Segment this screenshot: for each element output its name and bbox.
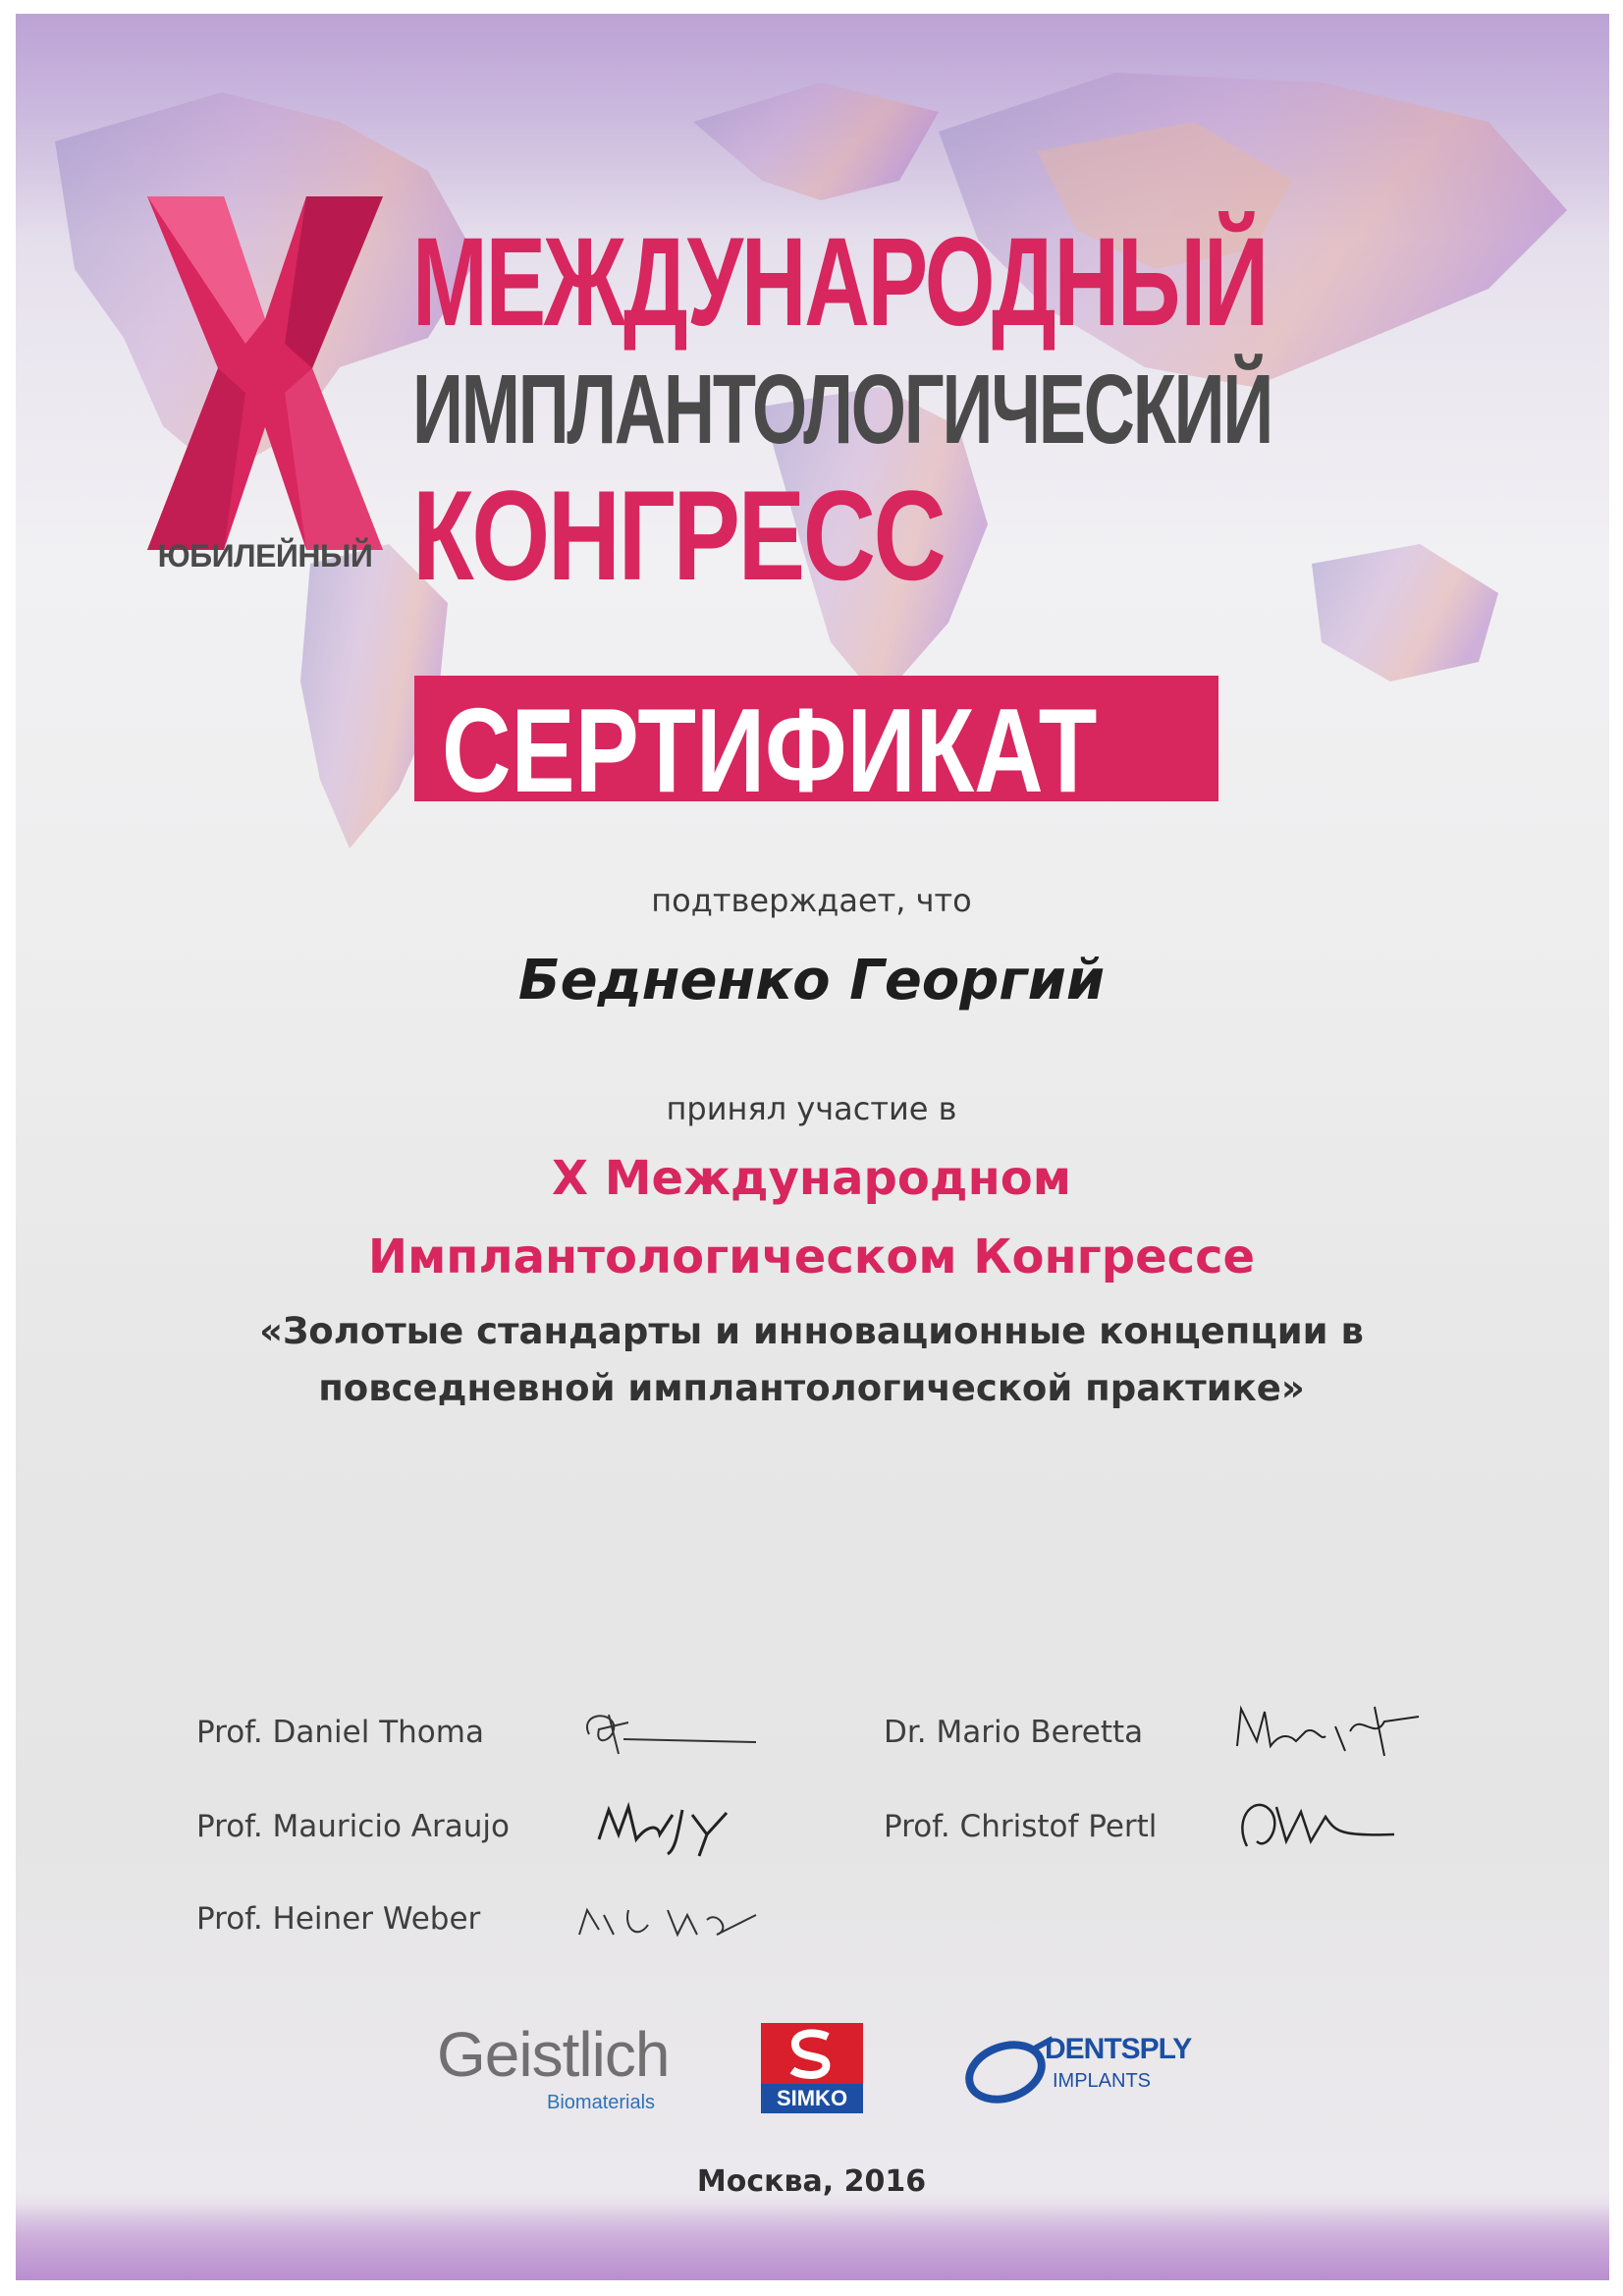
bottom-decorative-band bbox=[16, 2204, 1609, 2280]
confirms-text: подтверждает, что bbox=[651, 882, 972, 919]
roman-numeral-x-logo bbox=[147, 196, 383, 550]
participated-text: принял участие в bbox=[666, 1090, 957, 1127]
event-theme-line1: «Золотые стандарты и инновационные концепции в bbox=[259, 1310, 1364, 1352]
congress-title-implantological: ИМПЛАНТОЛОГИЧЕСКИЙ bbox=[412, 355, 1272, 465]
signatory-name: Prof. Christof Pertl bbox=[884, 1809, 1158, 1844]
certificate-heading-box bbox=[414, 676, 1218, 801]
signature-beretta bbox=[1227, 1697, 1424, 1766]
event-name-line2: Имплантологическом Конгрессе bbox=[367, 1230, 1256, 1285]
signatory-name: Prof. Mauricio Araujo bbox=[196, 1809, 510, 1844]
event-name-line1: X Международном bbox=[552, 1151, 1071, 1206]
jubilee-label: ЮБИЛЕЙНЫЙ bbox=[157, 538, 373, 574]
signature-weber bbox=[569, 1895, 766, 1954]
simko-emblem bbox=[761, 2023, 863, 2084]
signatory-name: Dr. Mario Beretta bbox=[884, 1715, 1144, 1750]
signature-pertl bbox=[1227, 1787, 1404, 1866]
recipient-name: Бедненко Георгий bbox=[517, 949, 1106, 1012]
geistlich-logo bbox=[437, 2019, 670, 2113]
dentsply-swoosh-icon bbox=[962, 2031, 1056, 2109]
signatory-name: Prof. Heiner Weber bbox=[196, 1901, 481, 1937]
simko-s-icon bbox=[761, 2023, 863, 2084]
certificate-heading: СЕРТИФИКАТ bbox=[442, 683, 1098, 801]
geistlich-subtitle: Biomaterials bbox=[547, 2092, 656, 2113]
event-theme-line2: повседневной имплантологической практике» bbox=[318, 1367, 1305, 1409]
congress-title-congress: КОНГРЕСС bbox=[412, 464, 945, 607]
dentsply-logo bbox=[962, 2021, 1192, 2119]
dentsply-wordmark: DENTSPLY bbox=[1045, 2033, 1192, 2065]
place-and-year: Москва, 2016 bbox=[696, 2164, 927, 2199]
dentsply-subtitle: IMPLANTS bbox=[1053, 2070, 1152, 2092]
simko-wordmark: SIMKO bbox=[761, 2084, 863, 2113]
signature-araujo bbox=[589, 1795, 746, 1864]
congress-title-international: МЕЖДУНАРОДНЫЙ bbox=[412, 212, 1268, 353]
simko-logo bbox=[761, 2023, 863, 2113]
geistlich-wordmark: Geistlich bbox=[437, 2019, 670, 2090]
signature-thoma bbox=[569, 1705, 766, 1764]
signatory-name: Prof. Daniel Thoma bbox=[196, 1715, 484, 1750]
